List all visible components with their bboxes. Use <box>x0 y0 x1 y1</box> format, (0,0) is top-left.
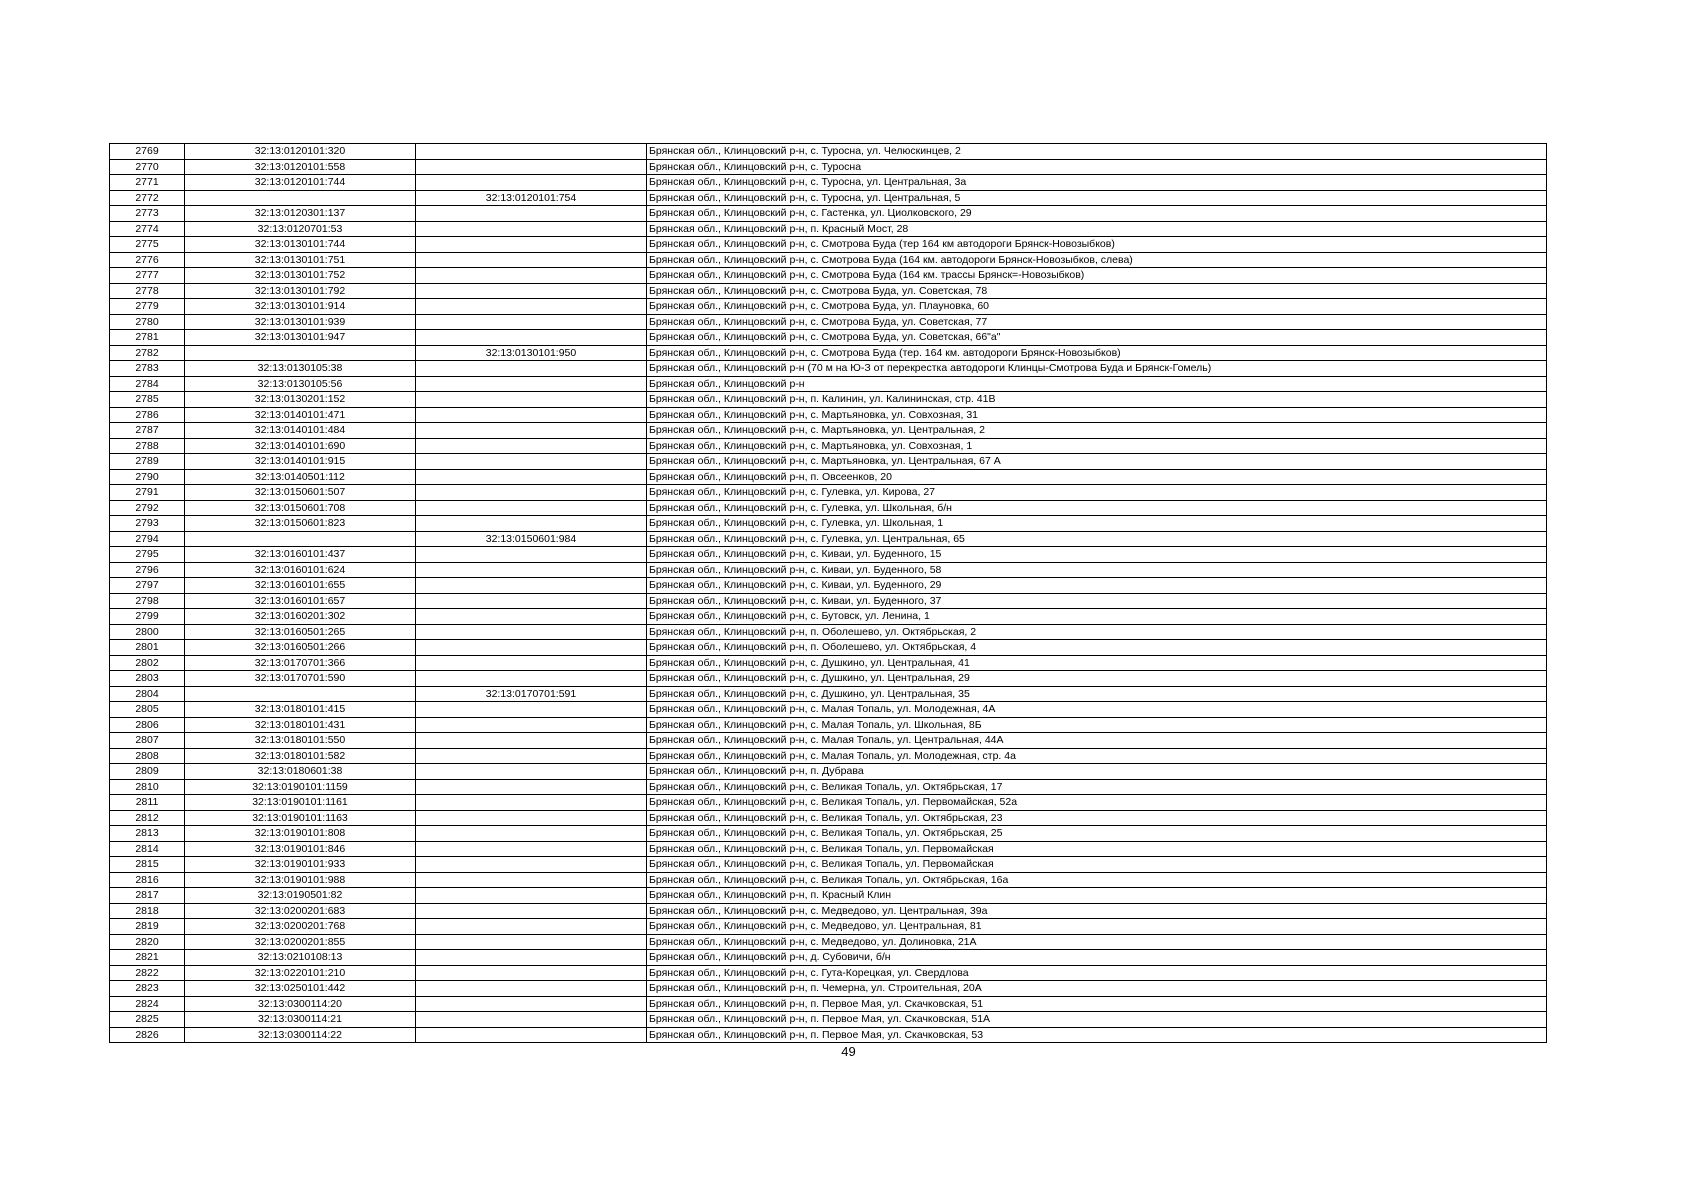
row-number-cell: 2790 <box>110 469 185 485</box>
row-number-cell: 2812 <box>110 810 185 826</box>
cadastral-number-cell: 32:13:0120301:137 <box>185 206 416 222</box>
row-number-cell: 2801 <box>110 640 185 656</box>
table-row <box>110 407 1547 423</box>
row-number-cell: 2814 <box>110 841 185 857</box>
cadastral-number-cell: 32:13:0160101:657 <box>185 593 416 609</box>
row-number-cell: 2787 <box>110 423 185 439</box>
page-number: 49 <box>841 1044 856 1059</box>
row-number-cell: 2784 <box>110 376 185 392</box>
cadastral-number-alt-cell <box>416 376 647 392</box>
table-row <box>110 655 1547 671</box>
row-number-cell: 2824 <box>110 996 185 1012</box>
cadastral-number-cell <box>185 531 416 547</box>
cadastral-number-cell: 32:13:0180101:415 <box>185 702 416 718</box>
address-cell: Брянская обл., Клинцовский р-н, с. Смотрова Буда (тер. 164 км. автодороги Брянск-Новозыбков) <box>647 345 1547 361</box>
cadastral-number-cell: 32:13:0250101:442 <box>185 981 416 997</box>
address-cell: Брянская обл., Клинцовский р-н, с. Киваи, ул. Буденного, 58 <box>647 562 1547 578</box>
table-row <box>110 872 1547 888</box>
row-number-cell: 2802 <box>110 655 185 671</box>
cadastral-number-alt-cell <box>416 609 647 625</box>
row-number-cell: 2782 <box>110 345 185 361</box>
cadastral-number-alt-cell <box>416 640 647 656</box>
cadastral-number-cell: 32:13:0160201:302 <box>185 609 416 625</box>
table-row <box>110 764 1547 780</box>
row-number-cell: 2820 <box>110 934 185 950</box>
row-number-cell: 2798 <box>110 593 185 609</box>
row-number-cell: 2793 <box>110 516 185 532</box>
cadastral-number-alt-cell <box>416 965 647 981</box>
table-row <box>110 981 1547 997</box>
cadastral-number-cell: 32:13:0130101:792 <box>185 283 416 299</box>
address-cell: Брянская обл., Клинцовский р-н, с. Смотрова Буда (тер 164 км автодороги Брянск-Новозыбков) <box>647 237 1547 253</box>
table-row <box>110 361 1547 377</box>
row-number-cell: 2776 <box>110 252 185 268</box>
address-cell: Брянская обл., Клинцовский р-н, с. Смотрова Буда (164 км. трассы Брянск=-Новозыбков) <box>647 268 1547 284</box>
cadastral-number-cell: 32:13:0140101:915 <box>185 454 416 470</box>
cadastral-number-alt-cell <box>416 919 647 935</box>
table-row <box>110 593 1547 609</box>
cadastral-number-cell: 32:13:0190101:933 <box>185 857 416 873</box>
address-cell: Брянская обл., Клинцовский р-н, с. Смотрова Буда, ул. Советская, 66"а" <box>647 330 1547 346</box>
cadastral-number-alt-cell <box>416 934 647 950</box>
table-row <box>110 702 1547 718</box>
row-number-cell: 2781 <box>110 330 185 346</box>
row-number-cell: 2788 <box>110 438 185 454</box>
cadastral-number-cell: 32:13:0190101:1161 <box>185 795 416 811</box>
cadastral-number-cell: 32:13:0130101:947 <box>185 330 416 346</box>
table-row <box>110 268 1547 284</box>
cadastral-number-alt-cell <box>416 407 647 423</box>
address-cell: Брянская обл., Клинцовский р-н, с. Мартьяновка, ул. Совхозная, 31 <box>647 407 1547 423</box>
table-row <box>110 485 1547 501</box>
table-row <box>110 547 1547 563</box>
cadastral-number-alt-cell: 32:13:0170701:591 <box>416 686 647 702</box>
cadastral-number-cell: 32:13:0190101:988 <box>185 872 416 888</box>
address-cell: Брянская обл., Клинцовский р-н, с. Малая Топаль, ул. Молодежная, стр. 4а <box>647 748 1547 764</box>
address-cell: Брянская обл., Клинцовский р-н, с. Великая Топаль, ул. Октябрьская, 16а <box>647 872 1547 888</box>
address-cell: Брянская обл., Клинцовский р-н, с. Мартьяновка, ул. Центральная, 2 <box>647 423 1547 439</box>
row-number-cell: 2810 <box>110 779 185 795</box>
row-number-cell: 2789 <box>110 454 185 470</box>
row-number-cell: 2773 <box>110 206 185 222</box>
address-cell: Брянская обл., Клинцовский р-н, с. Гастенка, ул. Циолковского, 29 <box>647 206 1547 222</box>
address-cell: Брянская обл., Клинцовский р-н, с. Медведово, ул. Центральная, 81 <box>647 919 1547 935</box>
cadastral-number-cell: 32:13:0160101:437 <box>185 547 416 563</box>
row-number-cell: 2813 <box>110 826 185 842</box>
cadastral-number-cell: 32:13:0190101:1159 <box>185 779 416 795</box>
address-cell: Брянская обл., Клинцовский р-н, с. Гулевка, ул. Школьная, 1 <box>647 516 1547 532</box>
cadastral-number-cell <box>185 345 416 361</box>
cadastral-number-alt-cell <box>416 826 647 842</box>
address-cell: Брянская обл., Клинцовский р-н, с. Гулевка, ул. Школьная, б/н <box>647 500 1547 516</box>
table-row <box>110 903 1547 919</box>
table-row <box>110 1012 1547 1028</box>
cadastral-number-cell: 32:13:0120701:53 <box>185 221 416 237</box>
cadastral-number-alt-cell <box>416 624 647 640</box>
address-cell: Брянская обл., Клинцовский р-н, с. Киваи, ул. Буденного, 15 <box>647 547 1547 563</box>
cadastral-number-cell <box>185 190 416 206</box>
row-number-cell: 2811 <box>110 795 185 811</box>
cadastral-number-alt-cell <box>416 144 647 160</box>
row-number-cell: 2794 <box>110 531 185 547</box>
table-row <box>110 454 1547 470</box>
cadastral-number-cell: 32:13:0120101:744 <box>185 175 416 191</box>
register-table-body <box>110 144 1547 1043</box>
row-number-cell: 2770 <box>110 159 185 175</box>
cadastral-number-alt-cell <box>416 950 647 966</box>
cadastral-number-cell: 32:13:0200201:768 <box>185 919 416 935</box>
address-cell: Брянская обл., Клинцовский р-н, с. Туросна, ул. Челюскинцев, 2 <box>647 144 1547 160</box>
cadastral-number-cell: 32:13:0140101:471 <box>185 407 416 423</box>
row-number-cell: 2817 <box>110 888 185 904</box>
address-cell: Брянская обл., Клинцовский р-н, с. Мартьяновка, ул. Совхозная, 1 <box>647 438 1547 454</box>
table-row <box>110 392 1547 408</box>
cadastral-number-cell: 32:13:0180101:582 <box>185 748 416 764</box>
table-row <box>110 671 1547 687</box>
cadastral-number-alt-cell <box>416 361 647 377</box>
table-row <box>110 299 1547 315</box>
table-row <box>110 779 1547 795</box>
address-cell: Брянская обл., Клинцовский р-н, с. Медведово, ул. Долиновка, 21А <box>647 934 1547 950</box>
cadastral-number-alt-cell <box>416 903 647 919</box>
cadastral-number-alt-cell <box>416 578 647 594</box>
row-number-cell: 2775 <box>110 237 185 253</box>
address-cell: Брянская обл., Клинцовский р-н, с. Смотрова Буда, ул. Плауновка, 60 <box>647 299 1547 315</box>
address-cell: Брянская обл., Клинцовский р-н, с. Киваи, ул. Буденного, 37 <box>647 593 1547 609</box>
table-row <box>110 950 1547 966</box>
cadastral-number-cell: 32:13:0130105:56 <box>185 376 416 392</box>
cadastral-number-alt-cell <box>416 206 647 222</box>
row-number-cell: 2772 <box>110 190 185 206</box>
address-cell: Брянская обл., Клинцовский р-н, с. Медведово, ул. Центральная, 39а <box>647 903 1547 919</box>
row-number-cell: 2783 <box>110 361 185 377</box>
table-row <box>110 283 1547 299</box>
table-row <box>110 206 1547 222</box>
cadastral-number-cell: 32:13:0180101:431 <box>185 717 416 733</box>
cadastral-number-alt-cell: 32:13:0130101:950 <box>416 345 647 361</box>
cadastral-number-cell: 32:13:0150601:708 <box>185 500 416 516</box>
cadastral-number-alt-cell <box>416 888 647 904</box>
table-row <box>110 841 1547 857</box>
table-row <box>110 1027 1547 1043</box>
address-cell: Брянская обл., Клинцовский р-н, с. Смотрова Буда (164 км. автодороги Брянск-Новозыбков, слева) <box>647 252 1547 268</box>
cadastral-number-cell: 32:13:0160501:266 <box>185 640 416 656</box>
table-row <box>110 609 1547 625</box>
cadastral-number-cell: 32:13:0190101:1163 <box>185 810 416 826</box>
row-number-cell: 2818 <box>110 903 185 919</box>
row-number-cell: 2807 <box>110 733 185 749</box>
address-cell: Брянская обл., Клинцовский р-н, с. Туросна, ул. Центральная, 5 <box>647 190 1547 206</box>
row-number-cell: 2825 <box>110 1012 185 1028</box>
cadastral-number-cell: 32:13:0120101:558 <box>185 159 416 175</box>
table-row <box>110 795 1547 811</box>
table-row <box>110 423 1547 439</box>
row-number-cell: 2791 <box>110 485 185 501</box>
cadastral-number-cell: 32:13:0180101:550 <box>185 733 416 749</box>
cadastral-number-alt-cell <box>416 392 647 408</box>
address-cell: Брянская обл., Клинцовский р-н, п. Дубрава <box>647 764 1547 780</box>
register-table <box>109 143 1547 1043</box>
address-cell: Брянская обл., Клинцовский р-н, п. Оболешево, ул. Октябрьская, 4 <box>647 640 1547 656</box>
cadastral-number-alt-cell <box>416 500 647 516</box>
table-row <box>110 562 1547 578</box>
table-row <box>110 686 1547 702</box>
address-cell: Брянская обл., Клинцовский р-н, п. Красный Клин <box>647 888 1547 904</box>
cadastral-number-cell <box>185 686 416 702</box>
row-number-cell: 2780 <box>110 314 185 330</box>
address-cell: Брянская обл., Клинцовский р-н, с. Великая Топаль, ул. Октябрьская, 23 <box>647 810 1547 826</box>
cadastral-number-cell: 32:13:0130105:38 <box>185 361 416 377</box>
cadastral-number-alt-cell <box>416 469 647 485</box>
cadastral-number-cell: 32:13:0140101:484 <box>185 423 416 439</box>
cadastral-number-cell: 32:13:0190101:808 <box>185 826 416 842</box>
cadastral-number-alt-cell <box>416 314 647 330</box>
cadastral-number-cell: 32:13:0180601:38 <box>185 764 416 780</box>
cadastral-number-alt-cell <box>416 283 647 299</box>
address-cell: Брянская обл., Клинцовский р-н, с. Великая Топаль, ул. Первомайская <box>647 841 1547 857</box>
row-number-cell: 2795 <box>110 547 185 563</box>
table-row <box>110 190 1547 206</box>
row-number-cell: 2821 <box>110 950 185 966</box>
cadastral-number-alt-cell <box>416 748 647 764</box>
row-number-cell: 2796 <box>110 562 185 578</box>
address-cell: Брянская обл., Клинцовский р-н, п. Красный Мост, 28 <box>647 221 1547 237</box>
cadastral-number-alt-cell <box>416 159 647 175</box>
table-row <box>110 252 1547 268</box>
table-row <box>110 531 1547 547</box>
address-cell: Брянская обл., Клинцовский р-н, п. Оболешево, ул. Октябрьская, 2 <box>647 624 1547 640</box>
cadastral-number-cell: 32:13:0120101:320 <box>185 144 416 160</box>
cadastral-number-alt-cell <box>416 237 647 253</box>
cadastral-number-alt-cell <box>416 779 647 795</box>
address-cell: Брянская обл., Клинцовский р-н, с. Смотрова Буда, ул. Советская, 78 <box>647 283 1547 299</box>
table-row <box>110 469 1547 485</box>
cadastral-number-alt-cell <box>416 717 647 733</box>
row-number-cell: 2771 <box>110 175 185 191</box>
row-number-cell: 2816 <box>110 872 185 888</box>
address-cell: Брянская обл., Клинцовский р-н, с. Малая Топаль, ул. Центральная, 44А <box>647 733 1547 749</box>
cadastral-number-alt-cell <box>416 438 647 454</box>
row-number-cell: 2819 <box>110 919 185 935</box>
table-row <box>110 748 1547 764</box>
cadastral-number-cell: 32:13:0130101:751 <box>185 252 416 268</box>
cadastral-number-alt-cell <box>416 857 647 873</box>
address-cell: Брянская обл., Клинцовский р-н, с. Гулевка, ул. Центральная, 65 <box>647 531 1547 547</box>
cadastral-number-alt-cell <box>416 702 647 718</box>
cadastral-number-alt-cell <box>416 655 647 671</box>
row-number-cell: 2804 <box>110 686 185 702</box>
cadastral-number-cell: 32:13:0210108:13 <box>185 950 416 966</box>
cadastral-number-alt-cell <box>416 872 647 888</box>
address-cell: Брянская обл., Клинцовский р-н, п. Первое Мая, ул. Скачковская, 51 <box>647 996 1547 1012</box>
cadastral-number-cell: 32:13:0130101:744 <box>185 237 416 253</box>
address-cell: Брянская обл., Клинцовский р-н, п. Калинин, ул. Калининская, стр. 41В <box>647 392 1547 408</box>
row-number-cell: 2769 <box>110 144 185 160</box>
address-cell: Брянская обл., Клинцовский р-н, п. Овсеенков, 20 <box>647 469 1547 485</box>
row-number-cell: 2785 <box>110 392 185 408</box>
address-cell: Брянская обл., Клинцовский р-н, с. Душкино, ул. Центральная, 35 <box>647 686 1547 702</box>
cadastral-number-cell: 32:13:0160101:655 <box>185 578 416 594</box>
table-row <box>110 330 1547 346</box>
cadastral-number-alt-cell <box>416 252 647 268</box>
cadastral-number-alt-cell <box>416 454 647 470</box>
cadastral-number-alt-cell <box>416 733 647 749</box>
row-number-cell: 2777 <box>110 268 185 284</box>
address-cell: Брянская обл., Клинцовский р-н, п. Чемерна, ул. Строительная, 20А <box>647 981 1547 997</box>
table-row <box>110 345 1547 361</box>
row-number-cell: 2778 <box>110 283 185 299</box>
table-row <box>110 826 1547 842</box>
cadastral-number-cell: 32:13:0150601:823 <box>185 516 416 532</box>
cadastral-number-cell: 32:13:0190101:846 <box>185 841 416 857</box>
cadastral-number-alt-cell <box>416 795 647 811</box>
table-row <box>110 500 1547 516</box>
address-cell: Брянская обл., Клинцовский р-н, п. Первое Мая, ул. Скачковская, 53 <box>647 1027 1547 1043</box>
row-number-cell: 2792 <box>110 500 185 516</box>
address-cell: Брянская обл., Клинцовский р-н, д. Субовичи, б/н <box>647 950 1547 966</box>
row-number-cell: 2826 <box>110 1027 185 1043</box>
cadastral-number-cell: 32:13:0300114:20 <box>185 996 416 1012</box>
row-number-cell: 2822 <box>110 965 185 981</box>
address-cell: Брянская обл., Клинцовский р-н, с. Великая Топаль, ул. Первомайская, 52а <box>647 795 1547 811</box>
cadastral-number-alt-cell <box>416 547 647 563</box>
table-row <box>110 159 1547 175</box>
cadastral-number-alt-cell <box>416 562 647 578</box>
cadastral-number-cell: 32:13:0150601:507 <box>185 485 416 501</box>
table-row <box>110 733 1547 749</box>
table-row <box>110 221 1547 237</box>
cadastral-number-alt-cell <box>416 175 647 191</box>
cadastral-number-cell: 32:13:0140101:690 <box>185 438 416 454</box>
cadastral-number-alt-cell <box>416 330 647 346</box>
table-row <box>110 857 1547 873</box>
cadastral-number-alt-cell <box>416 299 647 315</box>
row-number-cell: 2806 <box>110 717 185 733</box>
cadastral-number-alt-cell <box>416 221 647 237</box>
cadastral-number-alt-cell: 32:13:0120101:754 <box>416 190 647 206</box>
cadastral-number-alt-cell <box>416 671 647 687</box>
cadastral-number-cell: 32:13:0140501:112 <box>185 469 416 485</box>
row-number-cell: 2800 <box>110 624 185 640</box>
cadastral-number-cell: 32:13:0170701:590 <box>185 671 416 687</box>
row-number-cell: 2823 <box>110 981 185 997</box>
table-row <box>110 717 1547 733</box>
table-row <box>110 810 1547 826</box>
cadastral-number-cell: 32:13:0300114:21 <box>185 1012 416 1028</box>
address-cell: Брянская обл., Клинцовский р-н, с. Малая Топаль, ул. Молодежная, 4А <box>647 702 1547 718</box>
table-row <box>110 175 1547 191</box>
table-row <box>110 888 1547 904</box>
address-cell: Брянская обл., Клинцовский р-н <box>647 376 1547 392</box>
address-cell: Брянская обл., Клинцовский р-н, с. Душкино, ул. Центральная, 41 <box>647 655 1547 671</box>
row-number-cell: 2774 <box>110 221 185 237</box>
table-row <box>110 237 1547 253</box>
address-cell: Брянская обл., Клинцовский р-н, с. Великая Топаль, ул. Первомайская <box>647 857 1547 873</box>
address-cell: Брянская обл., Клинцовский р-н, с. Гута-Корецкая, ул. Свердлова <box>647 965 1547 981</box>
cadastral-number-cell: 32:13:0160501:265 <box>185 624 416 640</box>
cadastral-number-alt-cell: 32:13:0150601:984 <box>416 531 647 547</box>
table-row <box>110 965 1547 981</box>
address-cell: Брянская обл., Клинцовский р-н, с. Малая Топаль, ул. Школьная, 8Б <box>647 717 1547 733</box>
address-cell: Брянская обл., Клинцовский р-н, с. Туросна <box>647 159 1547 175</box>
cadastral-number-cell: 32:13:0130101:752 <box>185 268 416 284</box>
row-number-cell: 2797 <box>110 578 185 594</box>
table-row <box>110 996 1547 1012</box>
cadastral-number-cell: 32:13:0300114:22 <box>185 1027 416 1043</box>
address-cell: Брянская обл., Клинцовский р-н, с. Великая Топаль, ул. Октябрьская, 17 <box>647 779 1547 795</box>
cadastral-number-cell: 32:13:0170701:366 <box>185 655 416 671</box>
cadastral-number-alt-cell <box>416 810 647 826</box>
address-cell: Брянская обл., Клинцовский р-н, с. Смотрова Буда, ул. Советская, 77 <box>647 314 1547 330</box>
cadastral-number-alt-cell <box>416 1027 647 1043</box>
row-number-cell: 2803 <box>110 671 185 687</box>
table-row <box>110 376 1547 392</box>
cadastral-number-cell: 32:13:0200201:855 <box>185 934 416 950</box>
cadastral-number-alt-cell <box>416 841 647 857</box>
row-number-cell: 2815 <box>110 857 185 873</box>
cadastral-number-alt-cell <box>416 593 647 609</box>
cadastral-number-cell: 32:13:0200201:683 <box>185 903 416 919</box>
table-row <box>110 438 1547 454</box>
address-cell: Брянская обл., Клинцовский р-н, п. Первое Мая, ул. Скачковская, 51А <box>647 1012 1547 1028</box>
cadastral-number-cell: 32:13:0220101:210 <box>185 965 416 981</box>
cadastral-number-alt-cell <box>416 268 647 284</box>
row-number-cell: 2808 <box>110 748 185 764</box>
address-cell: Брянская обл., Клинцовский р-н, с. Великая Топаль, ул. Октябрьская, 25 <box>647 826 1547 842</box>
address-cell: Брянская обл., Клинцовский р-н, с. Туросна, ул. Центральная, 3а <box>647 175 1547 191</box>
address-cell: Брянская обл., Клинцовский р-н, с. Душкино, ул. Центральная, 29 <box>647 671 1547 687</box>
cadastral-number-alt-cell <box>416 423 647 439</box>
table-row <box>110 144 1547 160</box>
cadastral-number-alt-cell <box>416 1012 647 1028</box>
row-number-cell: 2779 <box>110 299 185 315</box>
address-cell: Брянская обл., Клинцовский р-н, с. Бутовск, ул. Ленина, 1 <box>647 609 1547 625</box>
cadastral-number-cell: 32:13:0130201:152 <box>185 392 416 408</box>
row-number-cell: 2805 <box>110 702 185 718</box>
cadastral-number-cell: 32:13:0130101:939 <box>185 314 416 330</box>
table-row <box>110 640 1547 656</box>
table-row <box>110 919 1547 935</box>
table-row <box>110 934 1547 950</box>
address-cell: Брянская обл., Клинцовский р-н, с. Мартьяновка, ул. Центральная, 67 А <box>647 454 1547 470</box>
table-row <box>110 578 1547 594</box>
cadastral-number-alt-cell <box>416 981 647 997</box>
table-row <box>110 624 1547 640</box>
table-row <box>110 516 1547 532</box>
cadastral-number-alt-cell <box>416 485 647 501</box>
row-number-cell: 2809 <box>110 764 185 780</box>
cadastral-number-cell: 32:13:0160101:624 <box>185 562 416 578</box>
cadastral-number-cell: 32:13:0190501:82 <box>185 888 416 904</box>
cadastral-number-alt-cell <box>416 996 647 1012</box>
address-cell: Брянская обл., Клинцовский р-н, с. Киваи, ул. Буденного, 29 <box>647 578 1547 594</box>
cadastral-number-cell: 32:13:0130101:914 <box>185 299 416 315</box>
cadastral-number-alt-cell <box>416 764 647 780</box>
row-number-cell: 2786 <box>110 407 185 423</box>
table-row <box>110 314 1547 330</box>
address-cell: Брянская обл., Клинцовский р-н (70 м на Ю-З от перекрестка автодороги Клинцы-Смотрова Буда и Брянск-Гомель) <box>647 361 1547 377</box>
row-number-cell: 2799 <box>110 609 185 625</box>
cadastral-number-alt-cell <box>416 516 647 532</box>
address-cell: Брянская обл., Клинцовский р-н, с. Гулевка, ул. Кирова, 27 <box>647 485 1547 501</box>
